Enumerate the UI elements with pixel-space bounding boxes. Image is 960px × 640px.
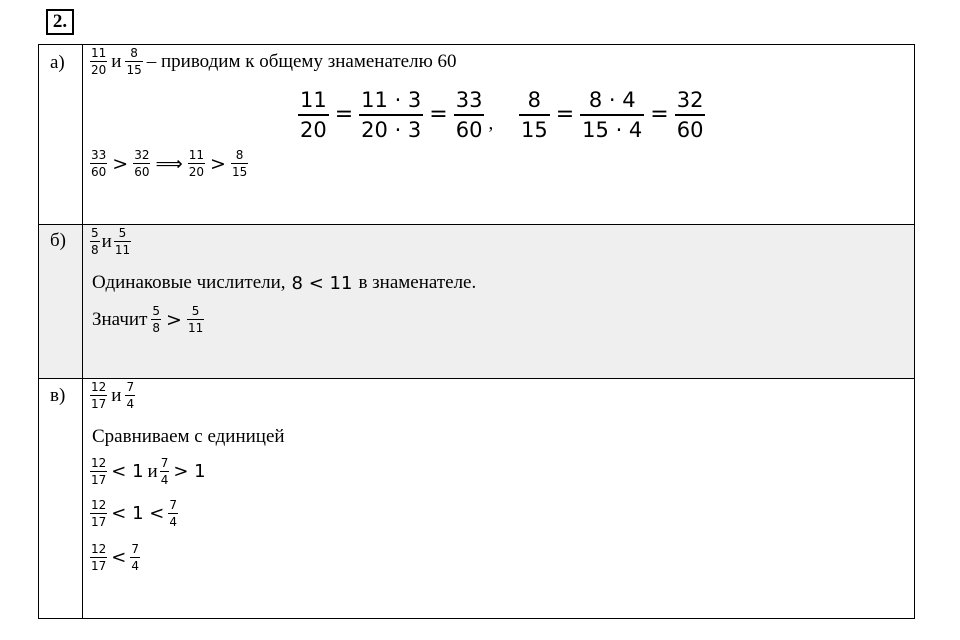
- fraction: [90, 46, 107, 77]
- denominator: 60: [676, 117, 704, 142]
- fraction-bar: [298, 114, 329, 116]
- conj: и: [111, 50, 122, 72]
- numerator: 8 · 4: [588, 88, 636, 112]
- operator: =: [429, 102, 448, 128]
- denominator: 20: [188, 165, 205, 179]
- fraction: [675, 88, 706, 142]
- denominator: 60: [134, 165, 150, 179]
- fraction: [160, 456, 170, 487]
- label-a: а): [50, 52, 65, 73]
- numerator: 12: [91, 456, 107, 470]
- operator: =: [555, 102, 575, 128]
- math-expression: > 1: [173, 461, 206, 482]
- fraction-bar: [130, 557, 140, 558]
- b-intro: [89, 226, 132, 257]
- fraction-bar: [90, 513, 107, 514]
- numerator: 32: [676, 88, 704, 112]
- fraction-bar: [454, 114, 485, 116]
- fraction: [519, 88, 550, 142]
- denominator: 17: [91, 559, 107, 573]
- fraction: [298, 88, 329, 142]
- numerator: 12: [91, 542, 107, 556]
- denominator: 4: [160, 473, 169, 487]
- text: и: [147, 460, 158, 482]
- conj: и: [111, 384, 122, 406]
- denominator: 20: [300, 117, 327, 142]
- b-conclusion: [89, 304, 205, 335]
- numerator: 12: [91, 498, 107, 512]
- numerator: 11: [300, 88, 327, 112]
- operator: =: [650, 102, 669, 128]
- fraction-bar: [160, 471, 170, 472]
- denominator: 20: [91, 63, 107, 77]
- fraction: [114, 226, 131, 257]
- denominator: 17: [91, 473, 107, 487]
- fraction-bar: [133, 163, 150, 164]
- operator: >: [210, 152, 226, 175]
- fraction-bar: [90, 471, 107, 472]
- fraction-bar: [188, 163, 205, 164]
- a-equation-2: [518, 88, 706, 142]
- denominator: 17: [91, 397, 107, 411]
- numerator: 33: [91, 148, 107, 162]
- column-divider: [82, 44, 83, 619]
- fraction-bar: [90, 557, 107, 558]
- operator: >: [112, 152, 129, 175]
- fraction: [151, 304, 161, 335]
- denominator: 60: [91, 165, 107, 179]
- fraction: [454, 88, 485, 142]
- fraction: [125, 380, 135, 411]
- denominator: 8: [91, 243, 99, 257]
- fraction-bar: [151, 319, 161, 320]
- numerator: 8: [527, 88, 542, 112]
- numerator: 7: [160, 456, 169, 470]
- a-equation-1: [297, 88, 496, 142]
- fraction: [133, 148, 150, 179]
- numerator: 33: [455, 88, 483, 112]
- task-number: 2.: [46, 9, 74, 35]
- math-expression: < 1: [111, 461, 144, 482]
- c-line-3: [89, 542, 141, 573]
- denominator: 15: [231, 165, 248, 179]
- numerator: 11: [91, 46, 107, 60]
- fraction-bar: [90, 61, 107, 62]
- c-intro: [89, 380, 136, 411]
- numerator: 5: [91, 226, 99, 240]
- numerator: 5: [118, 226, 127, 240]
- intro-text: – приводим к общему знаменателю 60: [146, 50, 457, 72]
- denominator: 17: [91, 515, 107, 529]
- a-comparison: [89, 148, 249, 179]
- fraction: [580, 88, 644, 142]
- b-text: [89, 272, 479, 294]
- fraction-bar: [675, 114, 706, 116]
- fraction: [90, 226, 100, 257]
- numerator: 7: [126, 380, 135, 394]
- fraction-bar: [519, 114, 550, 116]
- denominator: 8: [152, 321, 161, 335]
- fraction-bar: [125, 395, 135, 396]
- numerator: 8: [235, 148, 244, 162]
- denominator: 4: [126, 397, 135, 411]
- text: Значит: [92, 308, 148, 330]
- math-expression: 8 < 11: [291, 272, 353, 294]
- numerator: 5: [191, 304, 200, 318]
- fraction: [125, 46, 142, 77]
- math-expression: < 1 <: [111, 503, 165, 524]
- a-intro: [89, 46, 460, 77]
- numerator: 11: [188, 148, 205, 162]
- fraction: [359, 88, 423, 142]
- operator: >: [166, 308, 182, 331]
- text: Одинаковые числители,: [92, 272, 286, 293]
- c-text: [89, 426, 288, 448]
- numerator: 12: [91, 380, 107, 394]
- denominator: 11: [187, 321, 204, 335]
- fraction: [130, 542, 140, 573]
- fraction: [168, 498, 178, 529]
- fraction: [187, 304, 204, 335]
- operator: =: [334, 102, 354, 128]
- numerator: 32: [134, 148, 150, 162]
- fraction-bar: [114, 241, 131, 242]
- text: Сравниваем с единицей: [92, 426, 285, 447]
- fraction-bar: [580, 114, 644, 116]
- denominator: 60: [455, 117, 483, 142]
- denominator: 15 · 4: [582, 117, 643, 142]
- fraction: [90, 498, 107, 529]
- fraction-bar: [231, 163, 248, 164]
- numerator: 8: [130, 46, 138, 60]
- c-line-1: [89, 456, 209, 487]
- fraction: [231, 148, 248, 179]
- fraction-bar: [90, 241, 100, 242]
- operator: ⟹: [155, 152, 183, 175]
- numerator: 7: [169, 498, 177, 512]
- fraction-bar: [90, 395, 107, 396]
- denominator: 4: [169, 515, 177, 529]
- denominator: 20 · 3: [361, 117, 422, 142]
- numerator: 7: [131, 542, 140, 556]
- denominator: 4: [131, 559, 140, 573]
- c-line-2: [89, 498, 179, 529]
- text: в знаменателе.: [358, 272, 477, 293]
- fraction: [90, 542, 107, 573]
- denominator: 11: [114, 243, 131, 257]
- label-b: б): [50, 230, 66, 251]
- fraction: [90, 456, 107, 487]
- fraction: [90, 148, 107, 179]
- fraction-bar: [168, 513, 178, 514]
- fraction-bar: [90, 163, 107, 164]
- fraction-bar: [359, 114, 423, 116]
- denominator: 15: [126, 63, 142, 77]
- numerator: 11 · 3: [361, 88, 422, 112]
- fraction-bar: [187, 319, 204, 320]
- fraction-bar: [125, 61, 142, 62]
- numerator: 5: [152, 304, 161, 318]
- denominator: 15: [521, 117, 548, 142]
- text: ,: [488, 112, 494, 134]
- label-c: в): [50, 385, 66, 406]
- conj: и: [101, 230, 112, 252]
- fraction: [188, 148, 205, 179]
- math-expression: <: [111, 547, 127, 568]
- fraction: [90, 380, 107, 411]
